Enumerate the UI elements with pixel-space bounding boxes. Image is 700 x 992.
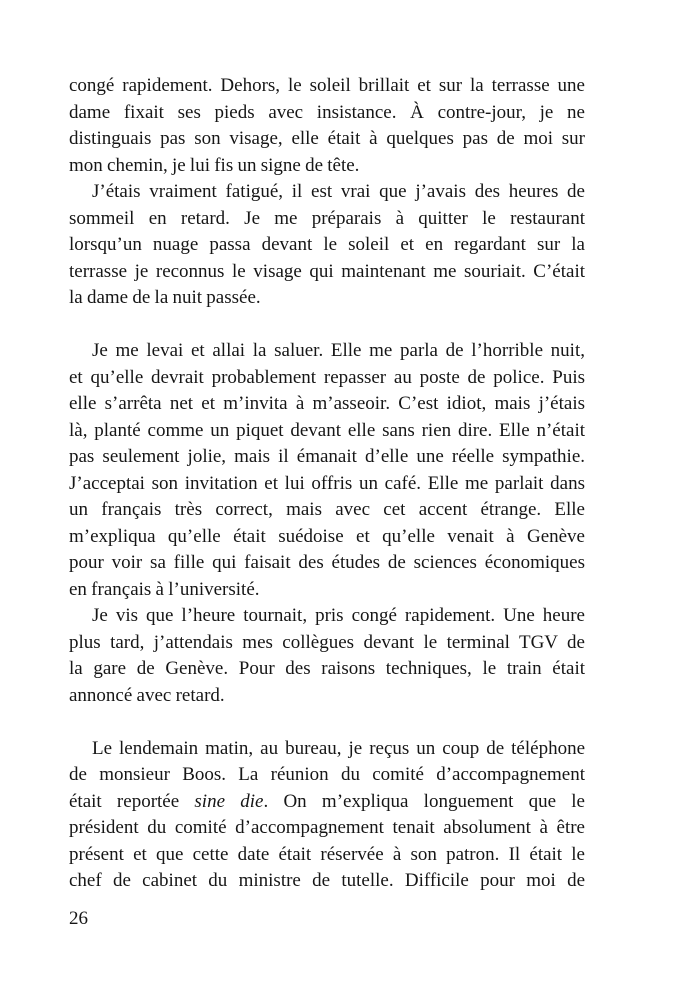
page-number: 26: [69, 908, 88, 929]
text-segment: était reportée: [69, 790, 195, 812]
text-line: et qu’elle devrait probablement repasser au poste de police. Puis: [69, 366, 585, 388]
paragraph: [69, 338, 585, 603]
text-line: distinguais pas son visage, elle était à quelques pas de moi sur: [69, 128, 585, 149]
paragraph: [69, 736, 585, 895]
text-line: chef de cabinet du ministre de tutelle. Difficile pour moi de: [69, 870, 585, 891]
text-line: présent et que cette date était réservée à son patron. Il était le: [69, 843, 585, 865]
text-line: de monsieur Boos. La réunion du comité d’accompagnement: [69, 764, 585, 785]
text-line: annoncé avec retard.: [69, 684, 225, 706]
text-line: elle s’arrêta net et m’invita à m’asseoir. C’est idiot, mais j’étais: [69, 393, 585, 414]
paragraph: [69, 603, 585, 709]
text-line: pour voir sa fille qui faisait des études de sciences économiques: [69, 552, 585, 573]
text-line: dame fixait ses pieds avec insistance. À contre-jour, je ne: [69, 101, 585, 123]
paragraph: [69, 73, 585, 179]
text-line: Je me levai et allai la saluer. Elle me parla de l’horrible nuit,: [92, 340, 585, 361]
text-line: [69, 789, 585, 816]
text-line: en français à l’université.: [69, 578, 260, 600]
text-line: Je vis que l’heure tournait, pris congé rapidement. Une heure: [92, 605, 585, 626]
text-line: plus tard, j’attendais mes collègues devant le terminal TGV de: [69, 631, 585, 653]
text-line: m’expliqua qu’elle était suédoise et qu’elle venait à Genève: [69, 525, 585, 547]
text-line: Le lendemain matin, au bureau, je reçus un coup de téléphone: [92, 737, 585, 759]
text-line: président du comité d’accompagnement tenait absolument à être: [69, 817, 585, 838]
text-line: sommeil en retard. Je me préparais à quitter le restaurant: [69, 207, 585, 229]
text-line: la gare de Genève. Pour des raisons techniques, le train était: [69, 658, 585, 679]
text-line: mon chemin, je lui fis un signe de tête.: [69, 154, 360, 176]
text-line: pas seulement jolie, mais il émanait d’elle une réelle sympathie.: [69, 446, 585, 467]
paragraph: [69, 179, 585, 312]
text-line: lorsqu’un nuage passa devant le soleil et en regardant sur la: [69, 234, 585, 255]
text-line: congé rapidement. Dehors, le soleil brillait et sur la terrasse une: [69, 75, 585, 96]
text-line: terrasse je reconnus le visage qui maintenant me souriait. C’était: [69, 260, 585, 282]
page-text: [69, 73, 585, 895]
text-line: J’acceptai son invitation et lui offris un café. Elle me parlait dans: [69, 472, 585, 494]
text-line: la dame de la nuit passée.: [69, 287, 261, 308]
text-line: là, planté comme un piquet devant elle sans rien dire. Elle n’était: [69, 419, 585, 441]
text-segment: . On m’expliqua longuement que le: [263, 790, 585, 812]
text-line: J’étais vraiment fatigué, il est vrai que j’avais des heures de: [92, 181, 585, 202]
italic-phrase-sine-die: sine die: [194, 790, 264, 812]
text-line: un français très correct, mais avec cet accent étrange. Elle: [69, 499, 585, 520]
